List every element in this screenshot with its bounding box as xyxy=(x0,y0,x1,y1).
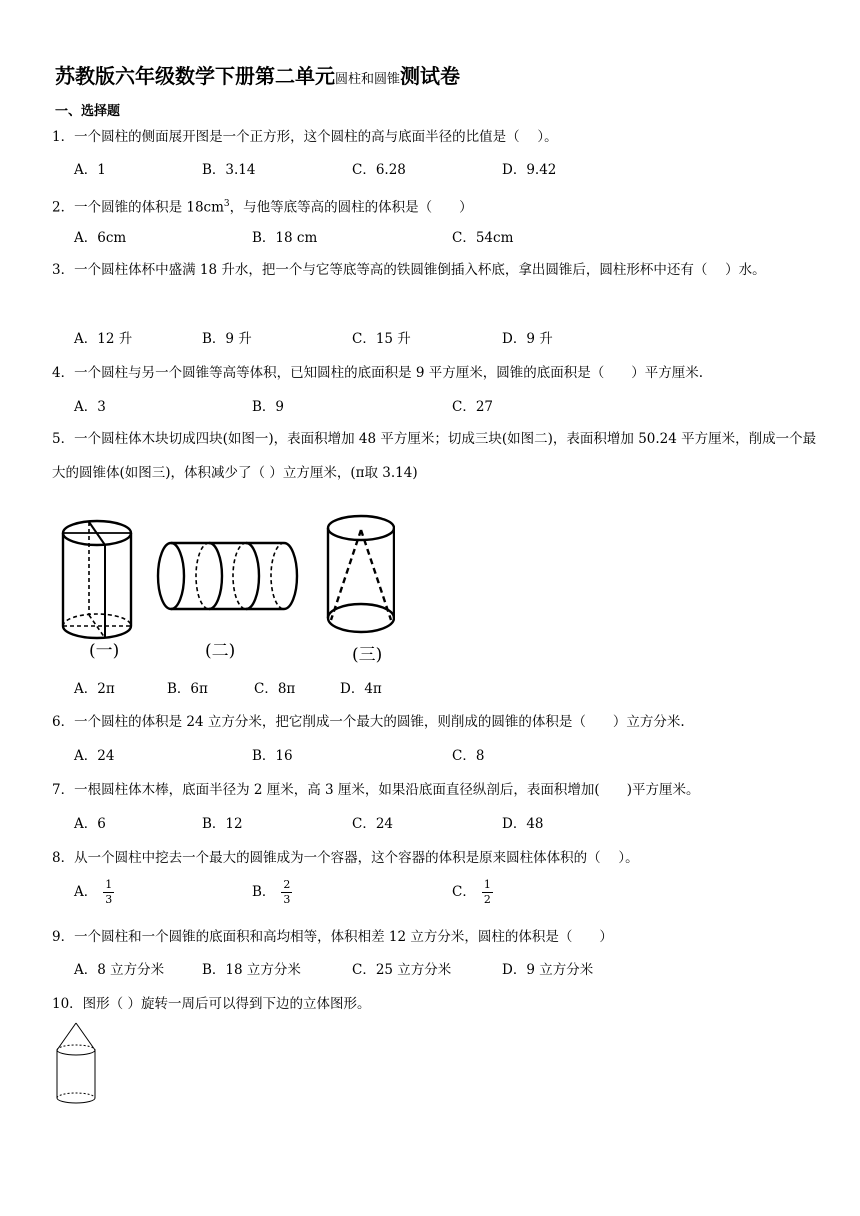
section-heading: 一、选择题 xyxy=(55,104,121,119)
q3-option-d: D．9 升 xyxy=(502,331,553,347)
q8-option-b xyxy=(252,878,292,907)
q8-option-a-numerator: 1 xyxy=(105,878,113,891)
question-9: 9．一个圆柱和一个圆锥的底面积和高均相等，体积相差 12 立方分米，圆柱的体积是（ ） xyxy=(52,929,613,945)
q8-option-b-label: B． xyxy=(252,884,276,900)
q8-option-c xyxy=(452,878,493,907)
q1-option-b: B．3.14 xyxy=(202,162,256,178)
title-tail: 测试卷 xyxy=(400,64,461,88)
q8-option-a-denominator: 3 xyxy=(105,893,113,906)
q8-option-c-numerator: 1 xyxy=(483,878,491,891)
figure-2-label: (二) xyxy=(205,641,236,661)
question-10: 10．图形（ ）旋转一周后可以得到下边的立体图形。 xyxy=(52,996,371,1012)
figure-3-label: (三) xyxy=(352,645,383,665)
q3-option-a: A．12 升 xyxy=(74,331,133,347)
q7-option-c: C．24 xyxy=(352,816,394,832)
q7-option-a: A．6 xyxy=(74,816,106,832)
q3-option-b: B．9 升 xyxy=(202,331,252,347)
q8-option-b-numerator: 2 xyxy=(283,878,291,891)
q2-text-post: ，与他等底等高的圆柱的体积是（ ） xyxy=(229,199,473,216)
figure-3-cylinder-with-cone xyxy=(328,516,394,632)
q2-option-a: A．6cm xyxy=(74,230,127,246)
q4-option-a: A．3 xyxy=(74,399,106,415)
q7-option-b: B．12 xyxy=(202,816,243,832)
q1-option-c: C．6.28 xyxy=(352,162,406,178)
q9-option-a: A．8 立方分米 xyxy=(74,962,165,978)
title-main: 苏教版六年级数学下册第二单元 xyxy=(55,64,335,88)
q4-option-b: B．9 xyxy=(252,399,285,415)
q9-option-c: C．25 立方分米 xyxy=(352,962,452,978)
q7-option-d: D．48 xyxy=(502,816,544,832)
q6-option-c: C．8 xyxy=(452,748,485,764)
question-2 xyxy=(52,194,473,218)
figure-1-label: (一) xyxy=(89,641,120,661)
question-8: 8．从一个圆柱中挖去一个最大的圆锥成为一个容器，这个容器的体积是原来圆柱体体积的（ ）。 xyxy=(52,850,639,866)
q8-option-a-fraction xyxy=(103,878,114,907)
q8-option-c-fraction xyxy=(482,878,493,907)
page-title xyxy=(55,62,460,94)
q2-text-sup: 3 xyxy=(223,199,230,209)
q5-option-d: D．4π xyxy=(340,681,382,697)
question-1: 1．一个圆柱的侧面展开图是一个正方形，这个圆柱的高与底面半径的比值是（ ）。 xyxy=(52,129,558,145)
q2-text-pre: 2．一个圆锥的体积是 18cm xyxy=(52,199,224,216)
q8-option-c-denominator: 2 xyxy=(483,893,491,906)
q1-option-a: A．1 xyxy=(74,162,106,178)
title-small: 圆柱和圆锥 xyxy=(335,72,401,87)
q2-option-b: B．18 cm xyxy=(252,230,318,246)
question-3: 3．一个圆柱体杯中盛满 18 升水，把一个与它等底等高的铁圆锥倒插入杯底，拿出圆锥后，圆柱形杯中还有（ ）水。 xyxy=(52,262,766,278)
q4-option-c: C．27 xyxy=(452,399,494,415)
q3-option-c: C．15 升 xyxy=(352,331,411,347)
q5-figures xyxy=(55,508,395,670)
question-4: 4．一个圆柱与另一个圆锥等高等体积，已知圆柱的底面积是 9 平方厘米，圆锥的底面积是（ ）平方厘米. xyxy=(52,365,704,381)
q2-option-c: C．54cm xyxy=(452,230,514,246)
q5-option-b: B．6π xyxy=(167,681,208,697)
q8-option-b-denominator: 3 xyxy=(283,893,291,906)
q10-solid-figure xyxy=(52,1020,102,1110)
figure-1-cylinder-quartered xyxy=(63,521,131,638)
q9-option-d: D．9 立方分米 xyxy=(502,962,594,978)
question-5: 5．一个圆柱体木块切成四块(如图一)，表面积增加 48 平方厘米；切成三块(如图二)，表面积增加 50.24 平方厘米，削成一个最大的圆锥体(如图三)，体积减少了（ ）立方厘米，(π取 3.14) xyxy=(52,431,817,481)
q1-option-d: D．9.42 xyxy=(502,162,557,178)
q6-option-b: B．16 xyxy=(252,748,293,764)
question-6: 6．一个圆柱的体积是 24 立方分米，把它削成一个最大的圆锥，则削成的圆锥的体积是（ ）立方分米. xyxy=(52,714,685,730)
question-7: 7．一根圆柱体木棒，底面半径为 2 厘米，高 3 厘米，如果沿底面直径纵剖后，表面积增加( )平方厘米。 xyxy=(52,782,700,798)
q5-option-c: C．8π xyxy=(254,681,296,697)
q6-option-a: A．24 xyxy=(74,748,115,764)
q8-option-a-label: A． xyxy=(74,884,98,900)
q9-option-b: B．18 立方分米 xyxy=(202,962,301,978)
q8-option-b-fraction xyxy=(281,878,292,907)
q8-option-c-label: C． xyxy=(452,884,476,900)
q5-option-a: A．2π xyxy=(74,681,115,697)
figure-2-cylinder-sliced xyxy=(158,543,297,609)
q8-option-a xyxy=(74,878,114,907)
